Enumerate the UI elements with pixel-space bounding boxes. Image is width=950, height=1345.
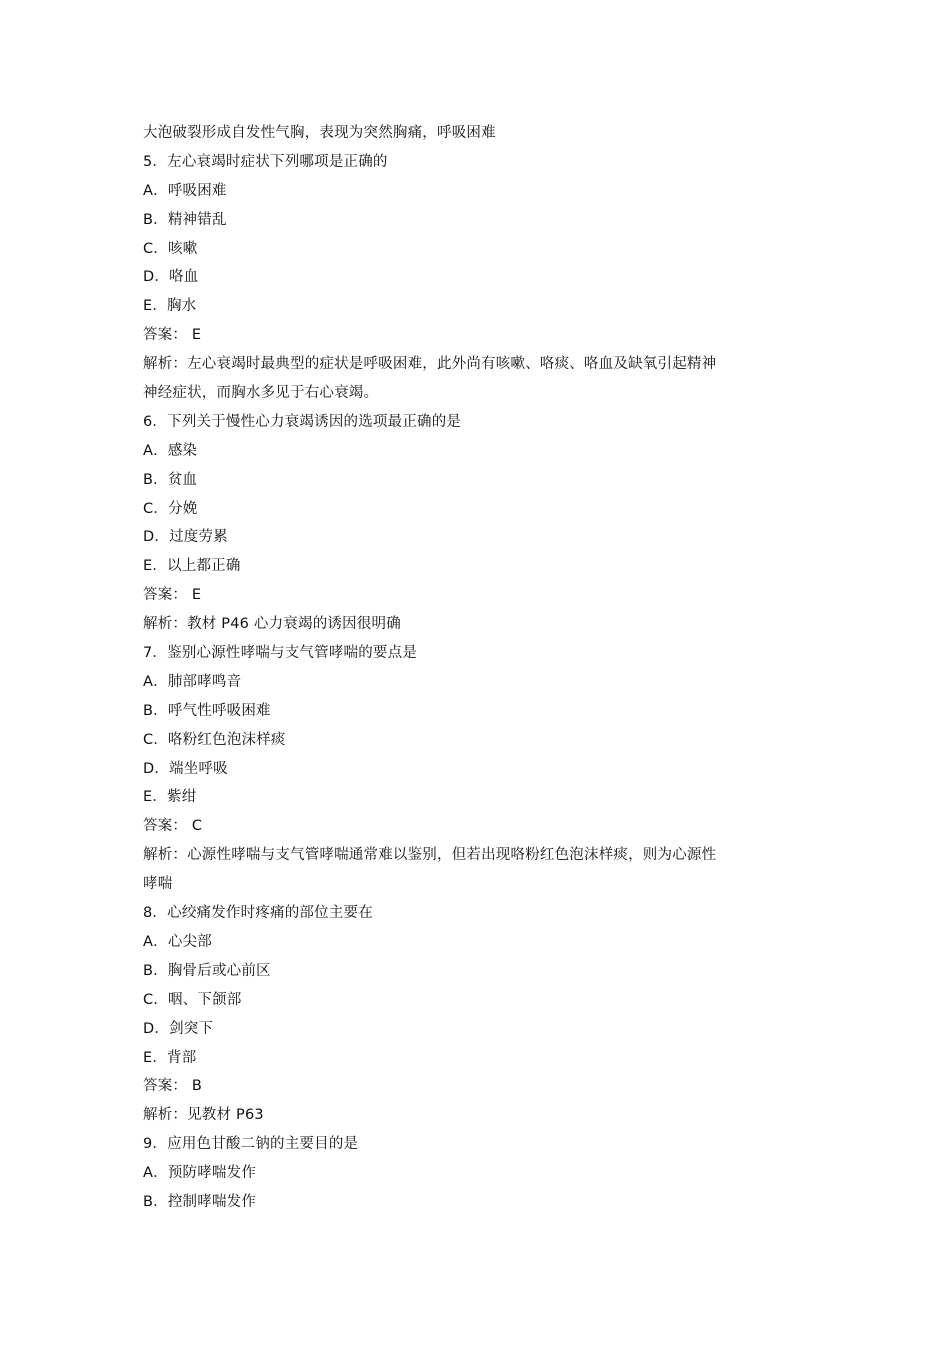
text-line: 大泡破裂形成自发性气胸，表现为突然胸痛，呼吸困难 xyxy=(143,125,496,141)
answer: 答案： B xyxy=(143,1078,203,1095)
option-a: A．心尖部 xyxy=(143,933,212,950)
explanation: 解析：教材 P46 心力衰竭的诱因很明确 xyxy=(143,616,401,633)
option-e: E．背部 xyxy=(143,1049,197,1066)
option-a: A．预防哮喘发作 xyxy=(143,1165,257,1182)
option-b: B．精神错乱 xyxy=(143,211,227,228)
option-d: D．端坐呼吸 xyxy=(143,760,228,777)
option-c: C．咳嗽 xyxy=(143,240,198,257)
option-a: A．感染 xyxy=(143,442,198,459)
explanation: 解析：心源性哮喘与支气管哮喘通常难以鉴别，但若出现咯粉红色泡沫样痰，则为心源性 xyxy=(143,847,717,864)
question-7: 7．鉴别心源性哮喘与支气管哮喘的要点是 xyxy=(143,645,418,662)
question-5: 5．左心衰竭时症状下列哪项是正确的 xyxy=(143,153,388,170)
answer: 答案： E xyxy=(143,327,202,344)
option-b: B．呼气性呼吸困难 xyxy=(143,702,271,719)
option-e: E．胸水 xyxy=(143,298,197,315)
option-a: A．呼吸困难 xyxy=(143,182,227,199)
answer: 答案： C xyxy=(143,818,203,835)
answer: 答案： E xyxy=(143,587,202,604)
option-e: E．以上都正确 xyxy=(143,558,241,575)
option-d: D．过度劳累 xyxy=(143,529,228,546)
explanation: 解析：见教材 P63 xyxy=(143,1107,264,1124)
question-8: 8．心绞痛发作时疼痛的部位主要在 xyxy=(143,905,373,922)
explanation-cont: 神经症状，而胸水多见于右心衰竭。 xyxy=(143,385,379,402)
option-c: C．分娩 xyxy=(143,500,198,517)
question-6: 6．下列关于慢性心力衰竭诱因的选项最正确的是 xyxy=(143,413,462,430)
explanation: 解析：左心衰竭时最典型的症状是呼吸困难，此外尚有咳嗽、咯痰、咯血及缺氧引起精神 xyxy=(143,356,717,373)
option-c: C．咯粉红色泡沫样痰 xyxy=(143,731,286,748)
explanation-cont: 哮喘 xyxy=(143,876,173,893)
option-a: A．肺部哮鸣音 xyxy=(143,673,242,690)
option-b: B．控制哮喘发作 xyxy=(143,1193,257,1210)
option-e: E．紫绀 xyxy=(143,789,197,806)
document-page xyxy=(143,119,743,1217)
option-c: C．咽、下颌部 xyxy=(143,991,242,1008)
option-b: B．贫血 xyxy=(143,471,198,488)
option-b: B．胸骨后或心前区 xyxy=(143,962,271,979)
option-d: D．剑突下 xyxy=(143,1020,214,1037)
option-d: D．咯血 xyxy=(143,269,199,286)
question-9: 9．应用色甘酸二钠的主要目的是 xyxy=(143,1136,359,1153)
